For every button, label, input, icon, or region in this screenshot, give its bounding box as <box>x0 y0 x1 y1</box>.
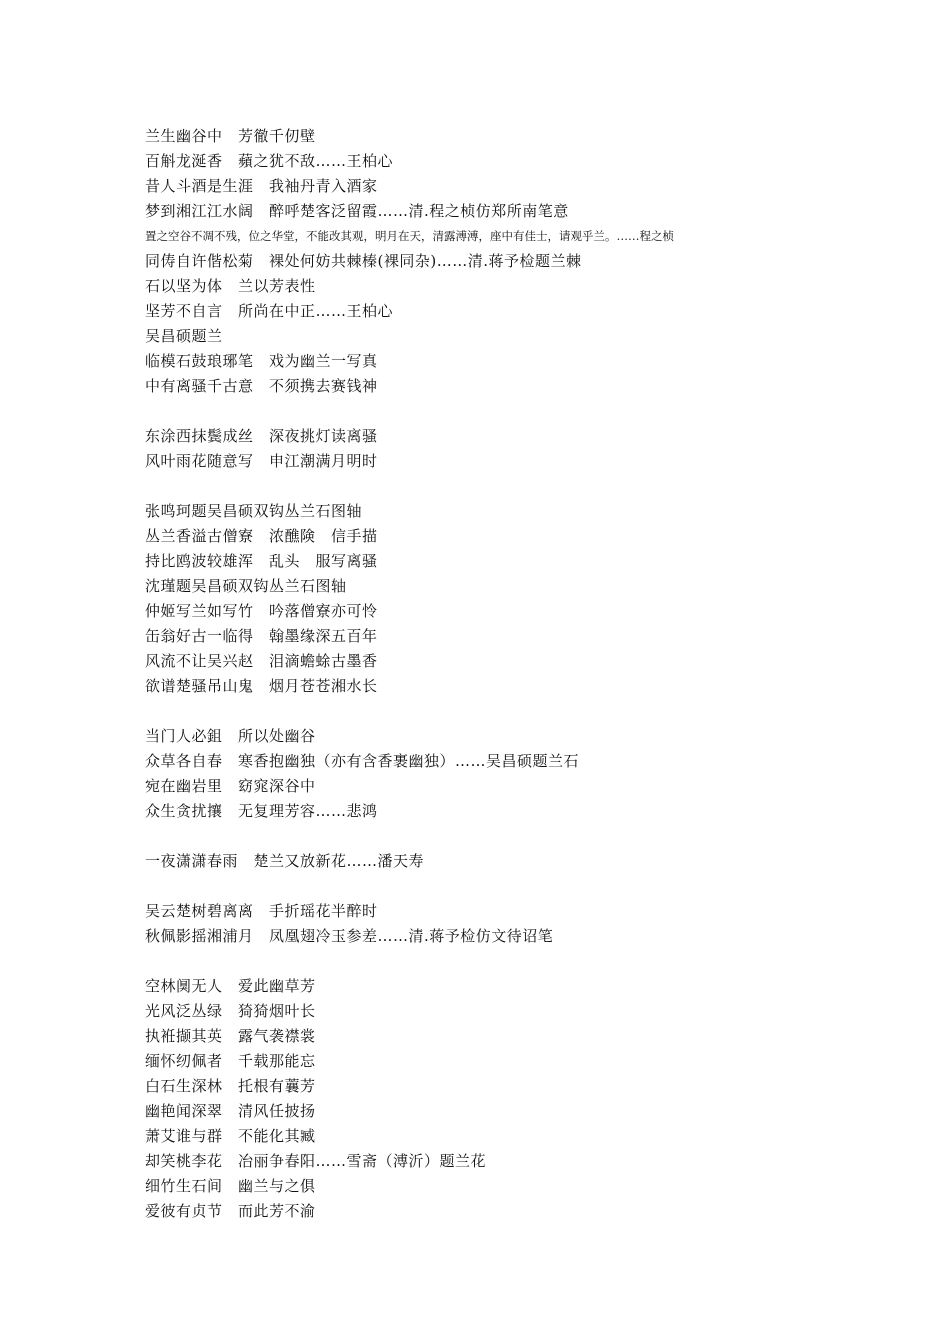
document-body <box>145 124 845 1224</box>
text-line: 石以坚为体 兰以芳表性 <box>145 277 316 295</box>
text-line: 宛在幽岩里 窈窕深谷中 <box>145 777 316 795</box>
text-line: 欲谱楚骚吊山鬼 烟月苍苍湘水长 <box>145 677 378 695</box>
text-line: 空林阒无人 爱此幽草芳 <box>145 977 316 995</box>
section-heading: 张鸣珂题吴昌硕双钩丛兰石图轴 <box>145 502 363 520</box>
text-line: 风流不让吴兴赵 泪滴蟾蜍古墨香 <box>145 652 378 670</box>
text-line: 一夜潇潇春雨 楚兰又放新花……潘天寿 <box>145 852 425 870</box>
text-line: 丛兰香溢古僧寮 浓醮険 信手描 <box>145 527 378 545</box>
text-line: 临模石鼓琅琊笔 戏为幽兰一写真 <box>145 352 378 370</box>
text-line: 风叶雨花随意写 申江潮满月明时 <box>145 452 378 470</box>
text-line: 仲姬写兰如写竹 吟落僧寮亦可怜 <box>145 602 378 620</box>
text-line: 执袵撷其英 露气袭襟裳 <box>145 1027 316 1045</box>
text-line: 众草各自春 寒香抱幽独（亦有含香裹幽独）……吴昌硕题兰石 <box>145 752 580 770</box>
text-line: 昔人斗酒是生涯 我袖丹青入酒家 <box>145 177 378 195</box>
text-line: 光风泛丛绿 猗猗烟叶长 <box>145 1002 316 1020</box>
text-line: 众生贪扰攘 无复理芳容……悲鸿 <box>145 802 378 820</box>
blank-line <box>145 874 845 899</box>
text-line: 爱彼有贞节 而此芳不渝 <box>145 1202 316 1220</box>
text-line: 当门人必鉏 所以处幽谷 <box>145 727 316 745</box>
text-line: 梦到湘江江水阔 醉呼楚客泛留霞……清.程之桢仿郑所南笔意 <box>145 202 569 220</box>
blank-line <box>145 399 845 424</box>
text-line: 兰生幽谷中 芳徹千仞壁 <box>145 127 316 145</box>
text-line: 同俦自许偕松菊 裸处何妨共棘榛(裸同杂)……清.蒋予检题兰棘 <box>145 252 582 270</box>
section-heading: 吴昌硕题兰 <box>145 327 223 345</box>
blank-line <box>145 474 845 499</box>
text-line: 萧艾谁与群 不能化其臧 <box>145 1127 316 1145</box>
text-line: 幽艳闻深翠 清风任披扬 <box>145 1102 316 1120</box>
text-line: 百斛龙涎香 蘋之犹不敌……王柏心 <box>145 152 394 170</box>
text-line-prose: 置之空谷不凋不残，位之华堂，不能改其观，明月在天，清露溥溥，座中有佳士，请观乎兰。……程之桢 <box>145 229 674 243</box>
text-line: 秋佩影摇湘浦月 凤凰翅冷玉参差……清.蒋予检仿文待诏笔 <box>145 927 554 945</box>
text-line: 细竹生石间 幽兰与之俱 <box>145 1177 316 1195</box>
text-line: 缶翁好古一临得 翰墨缘深五百年 <box>145 627 378 645</box>
blank-line <box>145 699 845 724</box>
text-line: 坚芳不自言 所尚在中正……王柏心 <box>145 302 394 320</box>
blank-line <box>145 949 845 974</box>
section-heading: 沈瑾题吴昌硕双钩丛兰石图轴 <box>145 577 347 595</box>
blank-line <box>145 824 845 849</box>
text-line: 中有离骚千古意 不须携去赛钱神 <box>145 377 378 395</box>
text-line: 却笑桃李花 冶丽争春阳……雪斋（溥沂）题兰花 <box>145 1152 487 1170</box>
text-line: 吴云楚树碧离离 手折瑶花半醉时 <box>145 902 378 920</box>
text-line: 缅怀纫佩者 千载那能忘 <box>145 1052 316 1070</box>
text-line: 白石生深林 托根有蘘芳 <box>145 1077 316 1095</box>
text-line: 东涂西抹鬓成丝 深夜挑灯读离骚 <box>145 427 378 445</box>
text-line: 持比鸥波较雄浑 乱头 服写离骚 <box>145 552 378 570</box>
